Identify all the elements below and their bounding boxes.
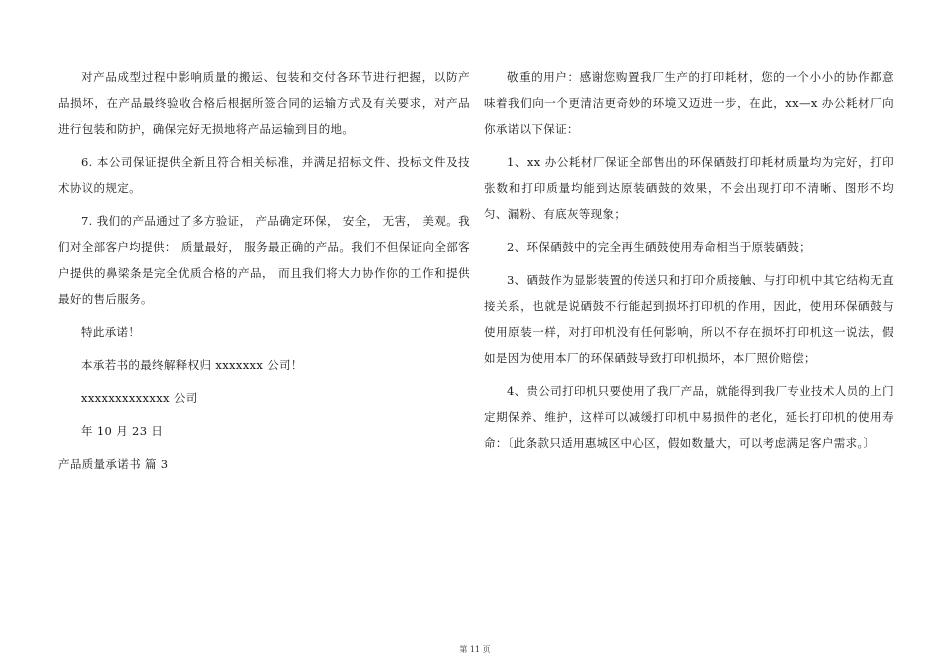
left-interpretation-line: 本承若书的最终解释权归 xxxxxxx 公司！ [81,358,303,372]
left-pledge-line: 特此承诺！ [81,325,141,339]
left-section-heading: 产品质量承诺书 篇 3 [58,457,169,471]
left-paragraph-packaging: 对产品成型过程中影响质量的搬运、包装和交付各环节进行把握，以防产品损坏，在产品最终验收合格后根据所签合同的运输方式及有关要求，对产品进行包装和防护，确保完好无损地将产品运输到目的地。 [58,70,470,136]
right-paragraph-item-3: 3、硒鼓作为显影装置的传送只和打印介质接触、与打印机中其它结构无直接关系，也就是说硒鼓不行能起到损坏打印机的作用，因此，使用环保硒鼓与使用原装一样，对打印机没有任何影响，所以不存在损坏打印机这一说法，假如是因为使用本厂的环保硒鼓导致打印机损坏，本厂照价赔偿； [484,273,894,365]
right-paragraph-item-2: 2、环保硒鼓中的完全再生硒鼓使用寿命相当于原装硒鼓； [507,240,811,254]
right-paragraph-greeting: 敬重的用户：感谢您购置我厂生产的打印耗材，您的一个小小的协作都意味着我们向一个更清洁更奇妙的环境又迈进一步，在此，xx—x 办公耗材厂向你承诺以下保证： [484,70,894,136]
left-column [58,64,470,484]
page-number: 第 11 页 [459,645,491,654]
left-paragraph-item-6: 6. 本公司保证提供全新且符合相关标准，并满足招标文件、投标文件及技术协议的规定。 [58,155,470,195]
right-column [484,64,894,463]
right-paragraph-item-4: 4、贵公司打印机只要使用了我厂产品，就能得到我厂专业技术人员的上门定期保养、维护，这样可以减缓打印机中易损件的老化，延长打印机的使用寿命：〔此条款只适用惠城区中心区，假如数量大，可以考虑满足客户需求。〕 [484,384,894,450]
left-date-line: 年 10 月 23 日 [81,424,164,438]
left-paragraph-item-7: 7. 我们的产品通过了多方验证， 产品确定环保， 安全， 无害， 美观。我们对全部客户均提供： 质量最好， 服务最正确的产品。我们不但保证向全部客户提供的鼻梁条是完全优质合格的产品， 而且我们将大力协作你的工作和提供最好的售后服务。 [58,214,470,306]
right-paragraph-item-1: 1、xx 办公耗材厂保证全部售出的环保硒鼓打印耗材质量均为完好，打印张数和打印质量均能到达原装硒鼓的效果，不会出现打印不清晰、图形不均匀、漏粉、有底灰等现象； [484,155,894,221]
left-company-signature: xxxxxxxxxxxxx 公司 [81,391,198,405]
